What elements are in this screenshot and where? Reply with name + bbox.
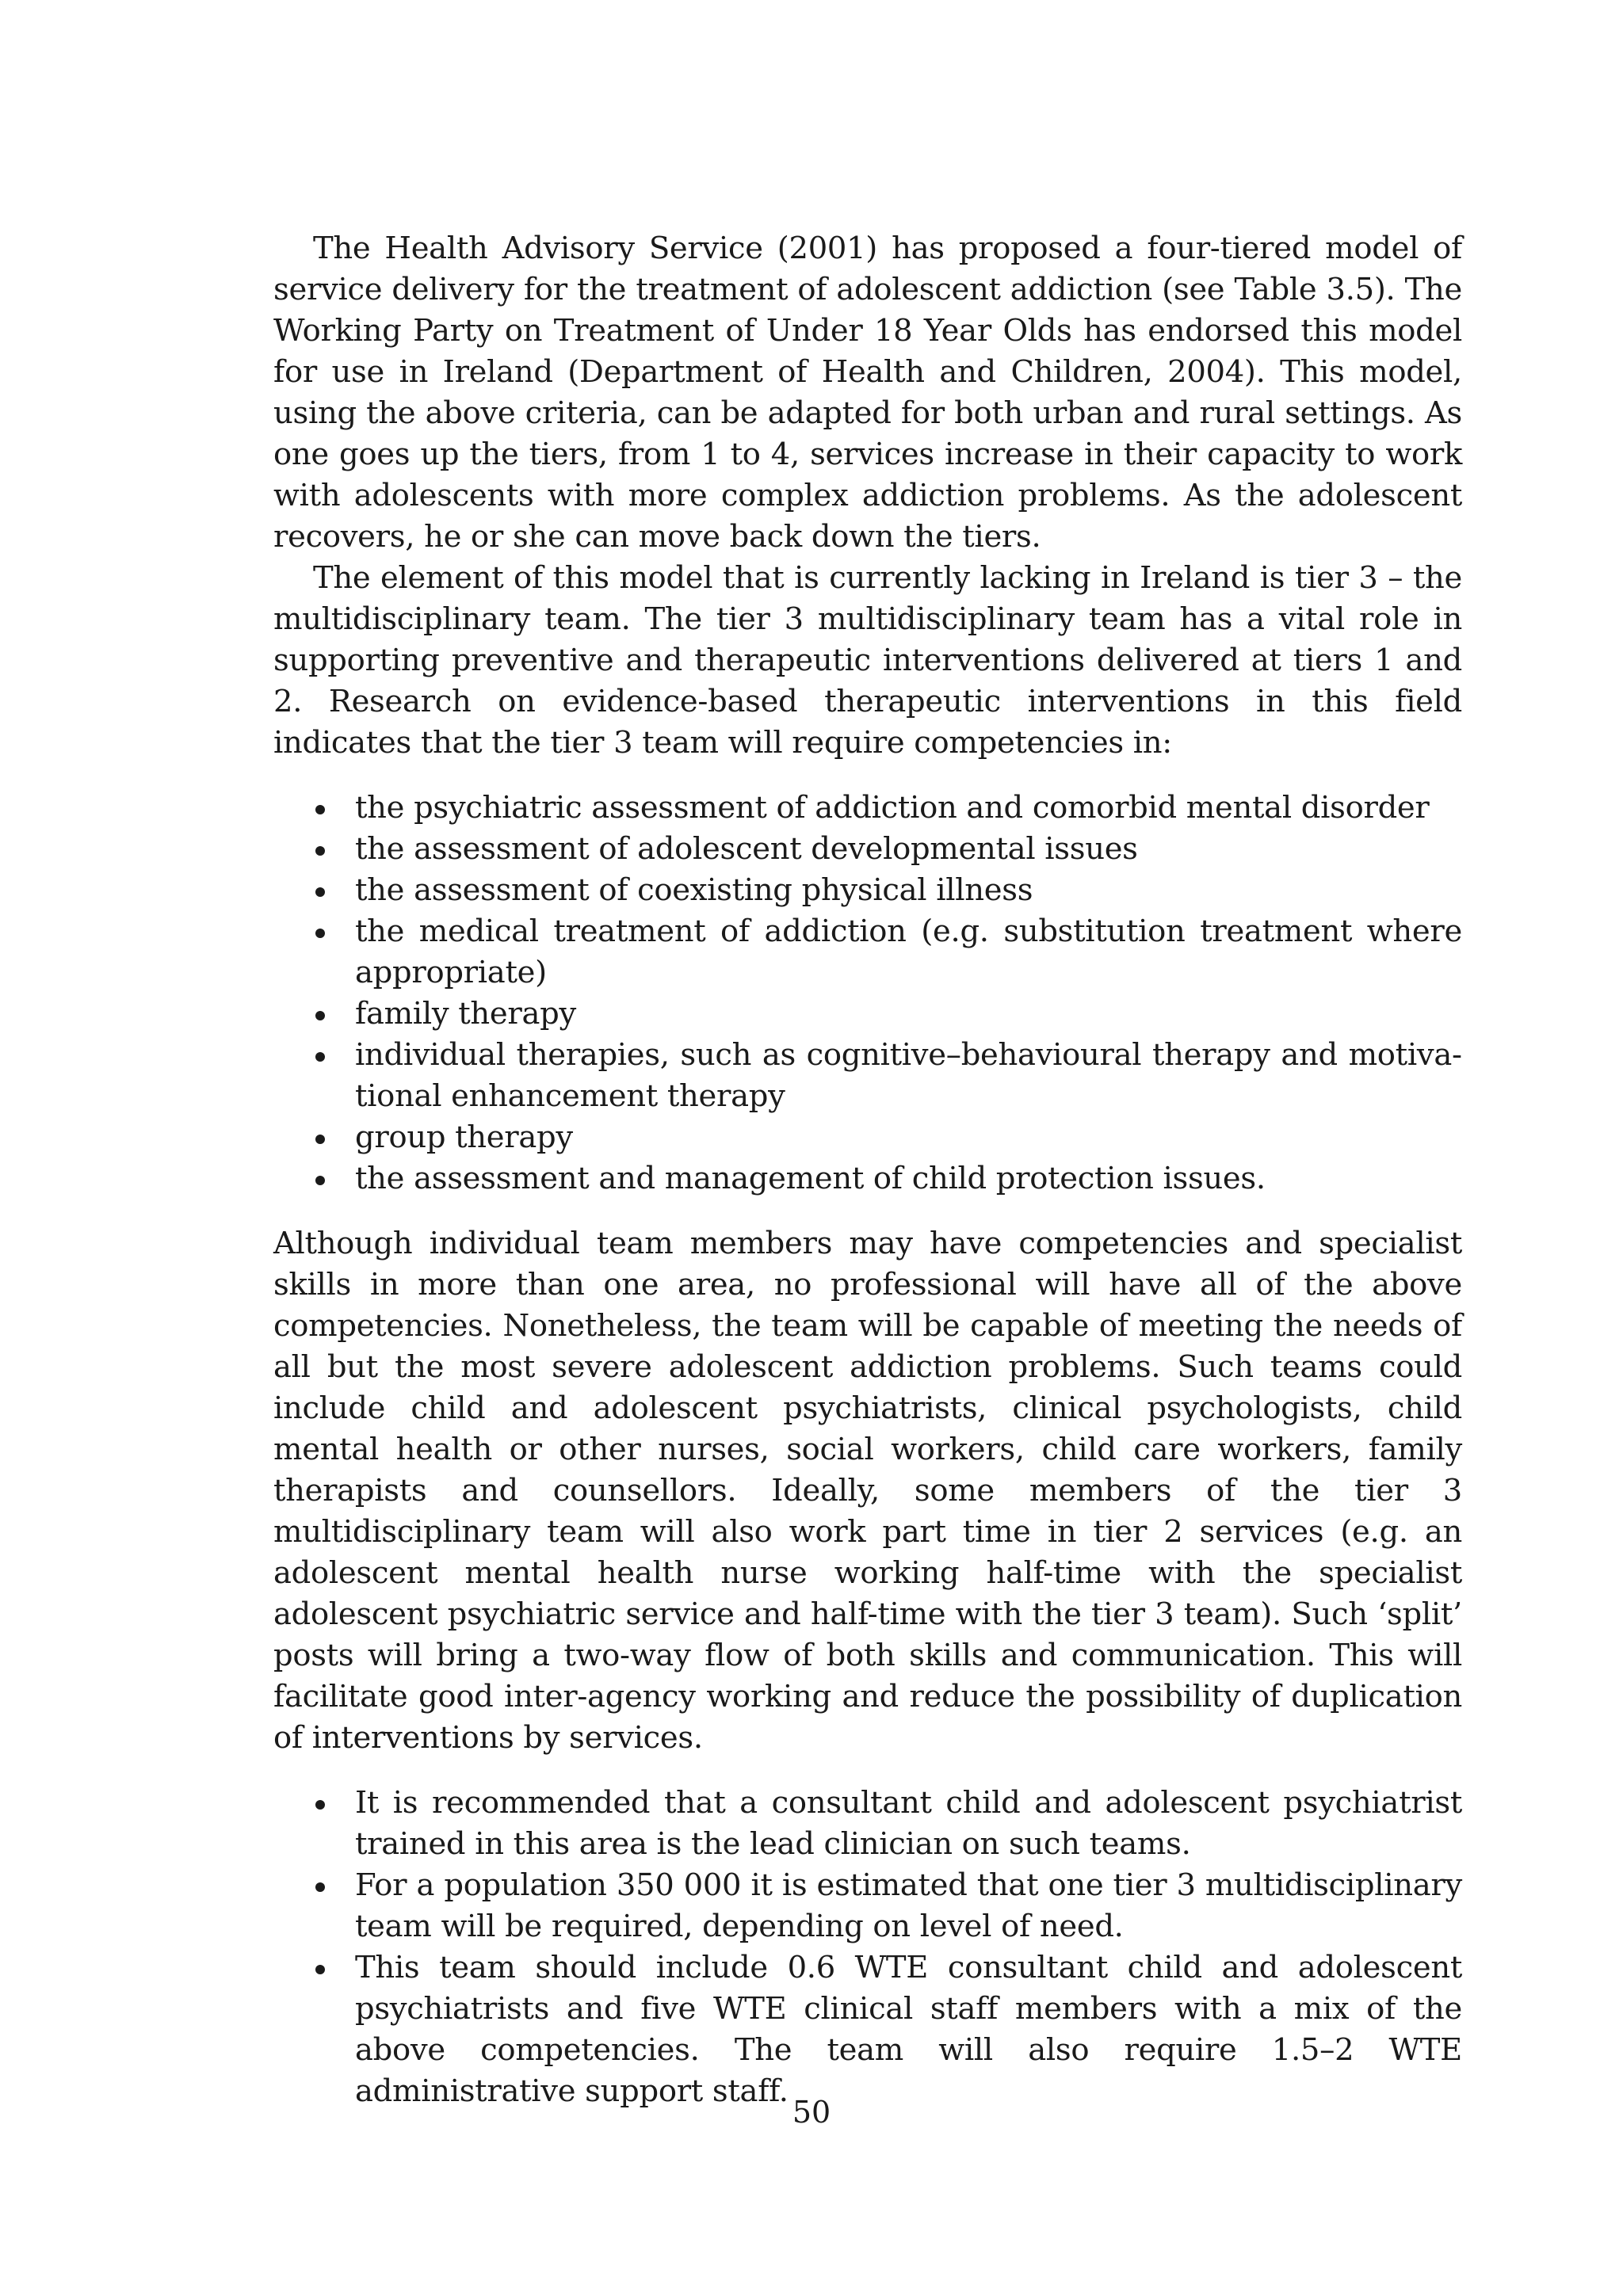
list-item: the psychiatric assessment of addiction and comorbid mental disorder — [355, 788, 1462, 829]
list-item: the assessment and management of child protection issues. — [355, 1158, 1462, 1199]
paragraph-tier3-lacking: The element of this model that is currently lacking in Ireland is tier 3 – the multidisciplinary team. The tier 3 multidisciplinary team has a vital role in supporting preventive and therapeutic interventions delivered at tiers 1 and 2. Research on evidence-based therapeutic interventions in this field indicates that the tier 3 team will require competencies in: — [273, 560, 1462, 761]
list-item: group therapy — [355, 1117, 1462, 1158]
list-item: This team should include 0.6 WTE consultant child and adolescent psychiatrists and five WTE clinical staff members with a mix of the above competencies. The team will also require 1.5–2 WTE administrative support staff. — [355, 1947, 1462, 2112]
list-item: the assessment of coexisting physical illness — [355, 870, 1462, 911]
list-item: individual therapies, such as cognitive–behavioural therapy and motivational enhancement therapy — [355, 1035, 1462, 1117]
paragraph-team-composition: Although individual team members may have competencies and specialist skills in more than one area, no professional will have all of the above competencies. Nonetheless, the team will be capable of meeting the needs of all but the most severe adolescent addiction problems. Such teams could include child and adolescent psychiatrists, clinical psychologists, child mental health or other nurses, social workers, child care workers, family therapists and counsellors. Ideally, some members of the tier 3 multidisciplinary team will also work part time in tier 2 services (e.g. an adolescent mental health nurse working half-time with the specialist adolescent psychiatric service and half-time with the tier 3 team). Such ‘split’ posts will bring a two-way flow of both skills and communication. This will facilitate good inter-agency working and reduce the possibility of duplication of interventions by services. — [273, 1226, 1462, 1756]
list-item: family therapy — [355, 994, 1462, 1035]
list-item: the medical treatment of addiction (e.g. substitution treatment where appropriate) — [355, 911, 1462, 994]
competencies-list — [273, 788, 1462, 1199]
list-item: It is recommended that a consultant child and adolescent psychiatrist trained in this area is the lead clinician on such teams. — [355, 1783, 1462, 1865]
page-number: 50 — [792, 2095, 831, 2130]
paragraph-tiered-model: The Health Advisory Service (2001) has proposed a four-tiered model of service delivery for the treatment of adolescent addiction (see Table 3.5). The Working Party on Treatment of Under 18 Year Olds has endorsed this model for use in Ireland (Department of Health and Children, 2004). This model, using the above criteria, can be adapted for both urban and rural settings. As one goes up the tiers, from 1 to 4, services increase in their capacity to work with adolescents with more complex addiction problems. As the adolescent recovers, he or she can move back down the tiers. — [273, 231, 1462, 555]
list-item: the assessment of adolescent developmental issues — [355, 829, 1462, 870]
recommendations-list — [273, 1783, 1462, 2112]
list-item: For a population 350 000 it is estimated that one tier 3 multidisciplinary team will be required, depending on level of need. — [355, 1865, 1462, 1947]
document-page — [273, 228, 1462, 2112]
